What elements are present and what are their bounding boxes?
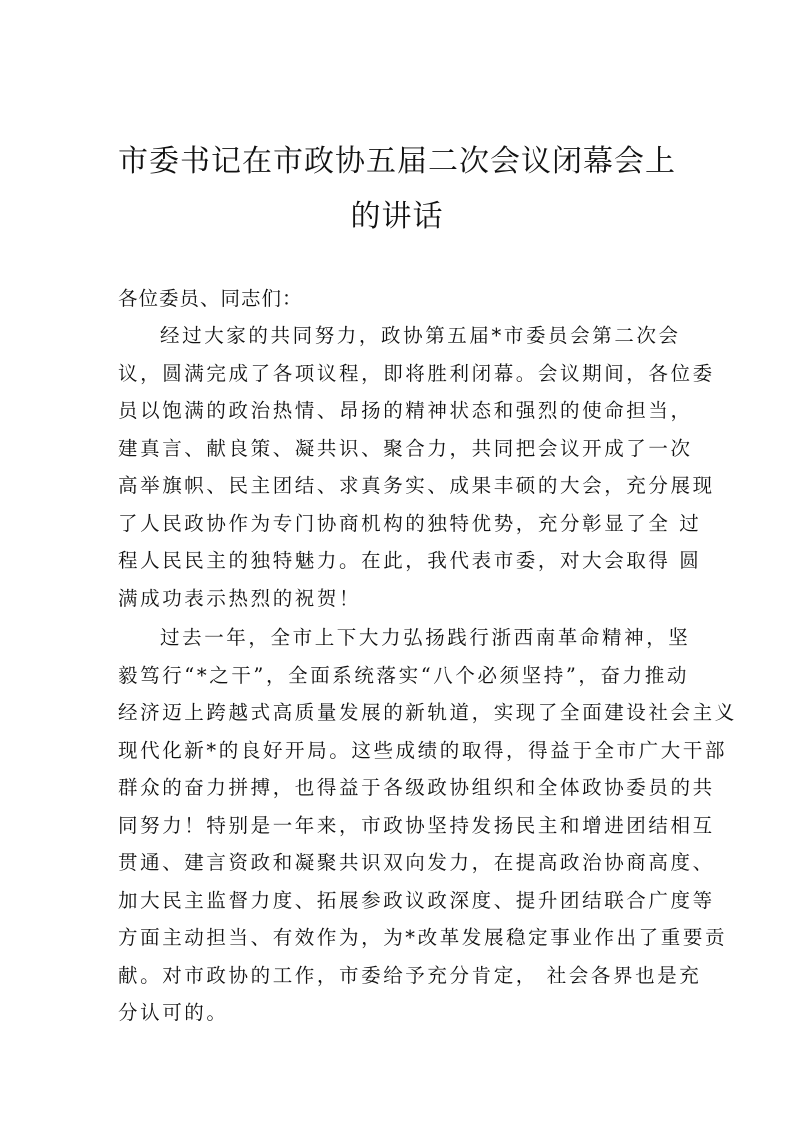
paragraph-1-line: 议，圆满完成了各项议程，即将胜利闭幕。会议期间，各位委 <box>118 361 715 385</box>
paragraph-1-line: 了人民政协作为专门协商机构的独特优势，充分彰显了全 过 <box>118 511 702 535</box>
paragraph-1-line: 满成功表示热烈的祝贺！ <box>118 586 362 610</box>
paragraph-1-line: 建真言、献良策、凝共识、聚合力，共同把会议开成了一次 <box>118 436 693 460</box>
paragraph-1-line: 员以饱满的政治热情、昂扬的精神状态和强烈的使命担当， <box>118 399 693 422</box>
paragraph-2-line: 群众的奋力拼搏，也得益于各级政协组织和全体政协委员的共 <box>118 776 715 799</box>
paragraph-2-line: 同努力！特别是一年来，市政协坚持发扬民主和增进团结相互 <box>118 813 715 837</box>
document-title-line-2: 的讲话 <box>350 199 444 234</box>
paragraph-2-line: 方面主动担当、有效作为，为*改革发展稳定事业作出了重要贡 <box>118 926 728 949</box>
document-title-line-1: 市委书记在市政协五届二次会议闭幕会上 <box>118 144 676 179</box>
paragraph-2-line: 加大民主监督力度、拓展参政议政深度、提升团结联合广度等 <box>118 888 715 912</box>
salutation: 各位委员、同志们： <box>118 287 303 310</box>
paragraph-2-line: 献。对市政协的工作，市委给予充分肯定， 社会各界也是充 <box>118 963 702 987</box>
paragraph-1-line: 高举旗帜、民主团结、求真务实、成果丰硕的大会，充分展现 <box>118 474 715 497</box>
paragraph-2-line: 贯通、建言资政和凝聚共识双向发力，在提高政治协商高度、 <box>118 851 715 874</box>
paragraph-2-line: 毅笃行“*之干”，全面系统落实“八个必须坚持”，奋力推动 <box>118 663 689 687</box>
paragraph-2-line: 现代化新*的良好开局。这些成绩的取得，得益于全市广大干部 <box>118 738 728 762</box>
paragraph-1-line: 程人民民主的独特魅力。在此，我代表市委，对大会取得 圆 <box>118 549 702 572</box>
paragraph-1-line: 经过大家的共同努力，政协第五届*市委员会第二次会 <box>160 324 681 347</box>
paragraph-2-line: 过去一年，全市上下大力弘扬践行浙西南革命精神，坚 <box>160 626 691 649</box>
paragraph-2-line: 分认可的。 <box>118 1001 229 1024</box>
paragraph-2-line: 经济迈上跨越式高质量发展的新轨道，实现了全面建设社会主义 <box>118 701 737 724</box>
